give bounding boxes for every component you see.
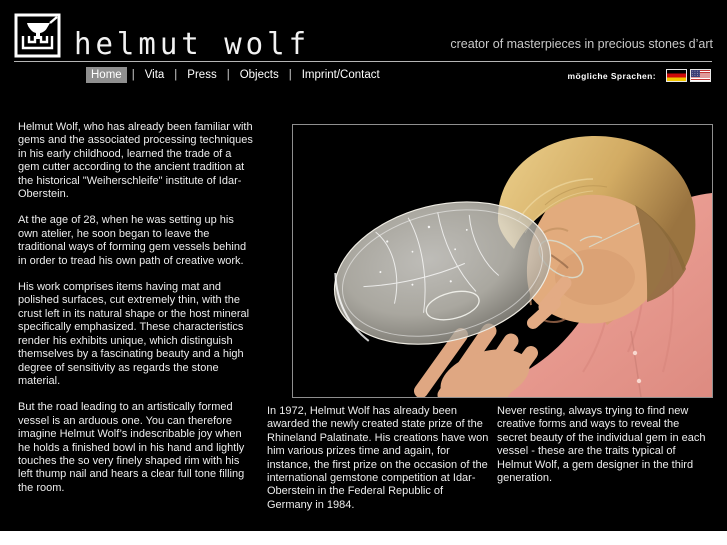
nav-item-home[interactable]: Home (86, 67, 127, 83)
helmut-wolf-logo-icon[interactable] (14, 13, 61, 58)
awards-text-column (267, 405, 490, 525)
paragraph: Never resting, always trying to find new creative forms and ways to reveal the secret beauty of the individual gem in each vessel - these are the traits typical of Helmut Wolf, a gem designer in the third generation. (497, 405, 706, 485)
us-flag-icon[interactable] (690, 69, 711, 82)
nav-separator: | (174, 69, 178, 81)
page-bottom-whitespace (0, 531, 727, 545)
paragraph: In 1972, Helmut Wolf has already been awarded the newly created state prize of the Rhineland Palatinate. His creations have won him various prizes time and again, for instance, the first prize on the occasion of the international gemstone competition at Idar-Oberstein in the Federal Republic of Germany in 1984. (267, 405, 489, 511)
site-tagline: creator of masterpieces in precious stones d’art (450, 37, 713, 51)
paragraph: But the road leading to an artistically formed vessel is an arduous one. You can therefore imagine Helmut Wolf’s indescribable joy when he holds a finished bowl in his hand and lightly touches the so very finely shaped rim with his left thump nail and hears a clear full tone filling the room. (18, 401, 245, 494)
german-flag-icon[interactable] (666, 69, 687, 82)
nav-item-vita[interactable]: Vita (144, 69, 165, 81)
nav-item-objects[interactable]: Objects (239, 69, 279, 81)
languages-label: mögliche Sprachen: (567, 70, 656, 81)
nav-separator: | (288, 69, 292, 81)
nav-item-press[interactable]: Press (187, 69, 217, 81)
site-wordmark: helmut wolf (74, 26, 311, 62)
language-switcher (568, 69, 711, 82)
intro-text-column (18, 121, 255, 508)
paragraph: His work comprises items having mat and polished surfaces, cut extremely thin, with the crust left in its natural shape or the host mineral specifically emphasized. These characteristics render his exhibits unique, which distinguish themselves by a fascinating beauty and a high degree of sensitivity as regards the stone material. (18, 281, 250, 387)
nav-item-imprint-contact[interactable]: Imprint/Contact (301, 69, 380, 81)
header-divider (14, 61, 712, 62)
traits-text-column (497, 405, 712, 498)
nav-separator: | (226, 69, 230, 81)
us-flag-canton (691, 70, 700, 77)
paragraph: At the age of 28, when he was setting up his own atelier, he soon began to leave the traditional ways of forming gem vessels behind in order to tread his own path of creative work. (18, 214, 247, 267)
paragraph: Helmut Wolf, who has already been familiar with gems and the associated processing techniques in his early childhood, learned the trade of a gem cutter according to the ancient tradition at the historical "Weiherschleife" institute of Idar-Oberstein. (18, 121, 253, 201)
nav-separator: | (131, 69, 135, 81)
main-nav (86, 67, 385, 83)
photo-helmut-wolf-with-bowl (292, 124, 713, 398)
